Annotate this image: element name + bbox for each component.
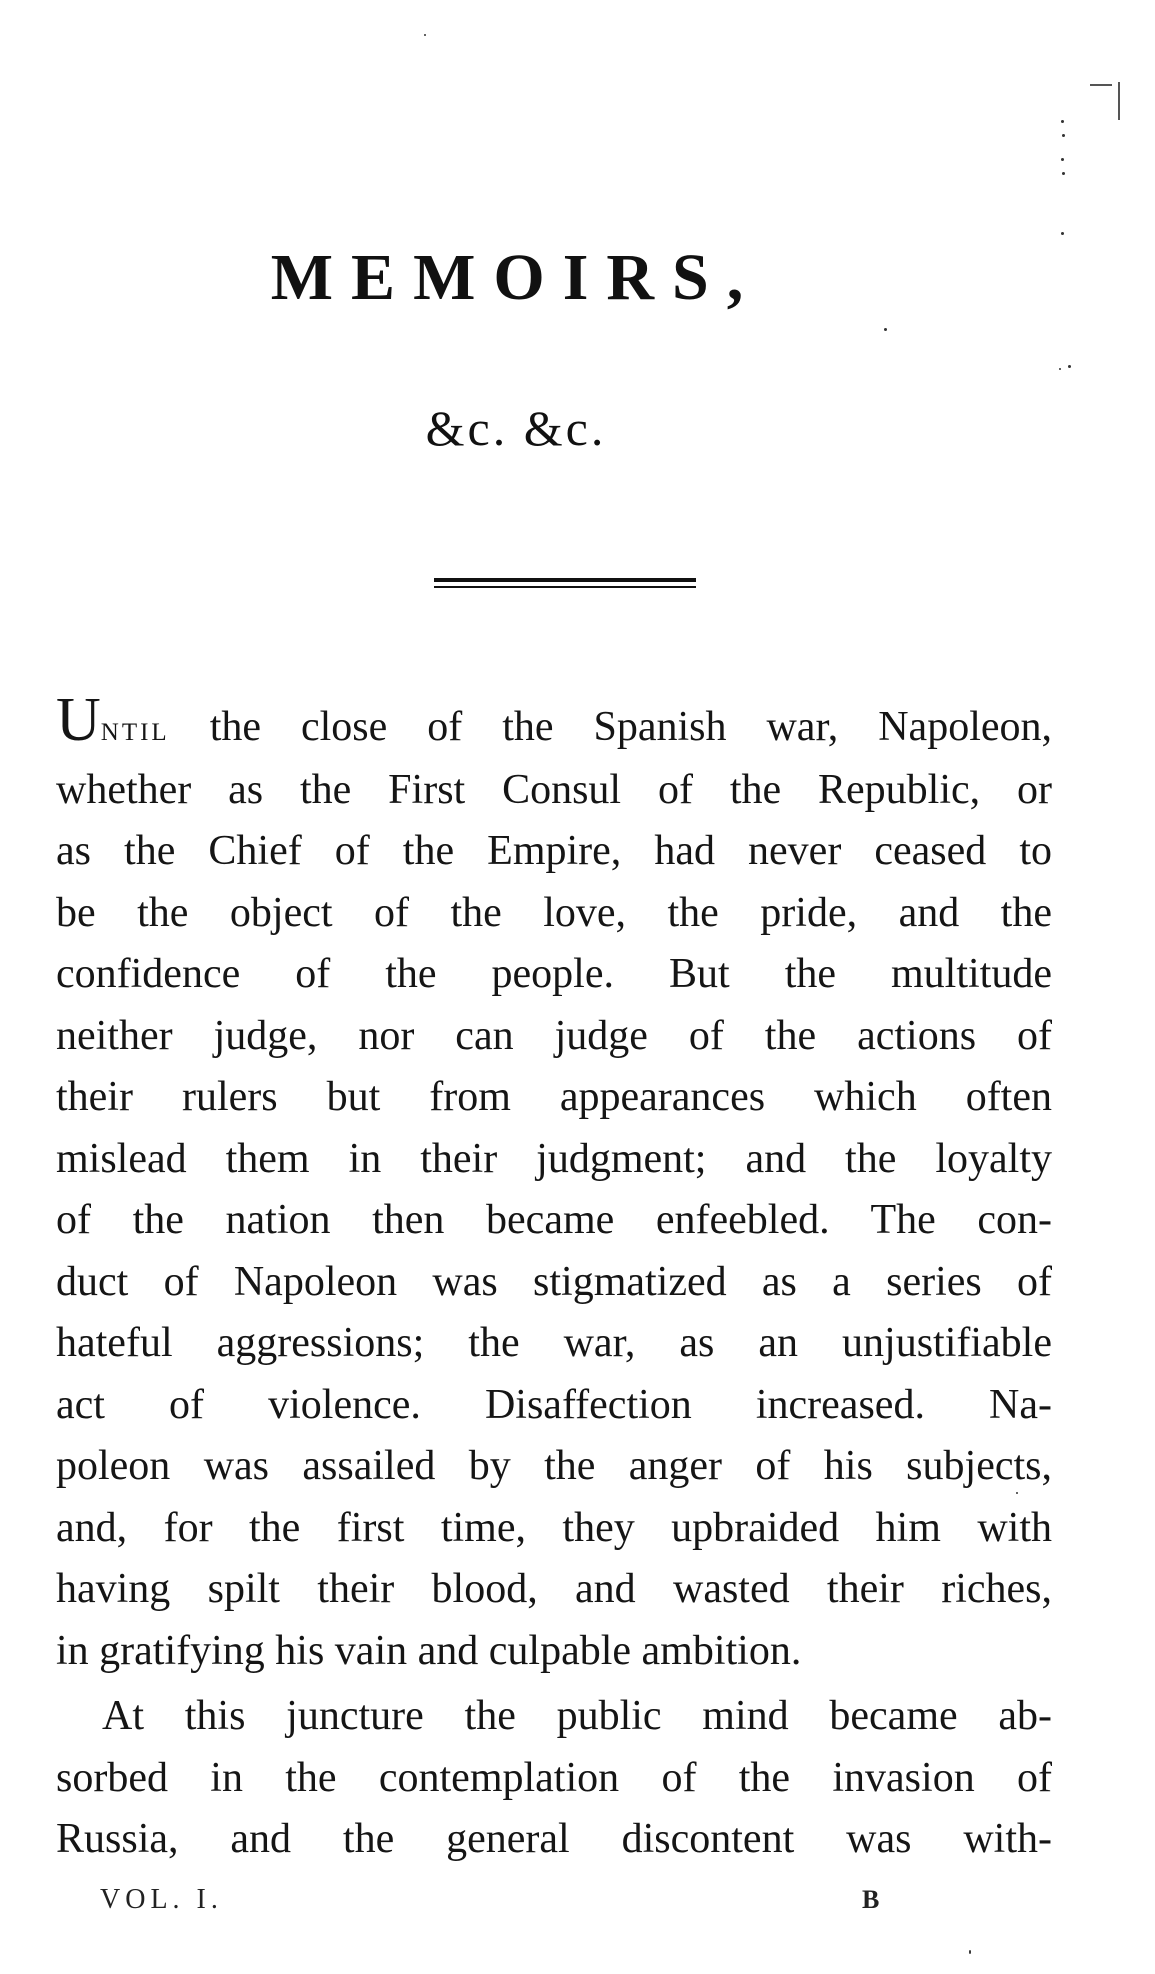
text-line: as the Chief of the Empire, had never ceased to: [56, 828, 1052, 874]
page-subtitle: &c. &c.: [425, 400, 607, 456]
text-line: having spilt their blood, and wasted their riches,: [56, 1566, 1052, 1612]
scan-speck: [884, 328, 887, 331]
text-line: At this juncture the public mind became ab-: [102, 1693, 1052, 1739]
scan-speck: [1059, 368, 1061, 370]
text-line: confidence of the people. But the multitude: [56, 951, 1052, 997]
signature-mark: B: [862, 1885, 880, 1914]
scan-speck: [1016, 1492, 1018, 1494]
scan-speck: [1062, 172, 1065, 175]
opening-small-caps: ntil: [100, 708, 170, 748]
text-line: poleon was assailed by the anger of his subjects,: [56, 1443, 1052, 1489]
text-line: whether as the First Consul of the Republic, or: [56, 766, 1052, 813]
text-line: hateful aggressions; the war, as an unjustifiable: [56, 1320, 1052, 1366]
divider-thick-line: [434, 578, 696, 582]
volume-number: VOL. I.: [100, 1884, 223, 1915]
scan-speck: [1061, 120, 1064, 123]
text-line: of the nation then became enfeebled. The con-: [56, 1197, 1052, 1243]
text-line: the close of the Spanish war, Napoleon,: [209, 704, 1053, 750]
scan-speck: [1068, 365, 1071, 368]
text-line: act of violence. Disaffection increased. Na-: [56, 1381, 1052, 1428]
body-text: [56, 686, 1053, 1871]
page-title: MEMOIRS,: [270, 241, 762, 314]
text-line: and, for the first time, they upbraided him with: [56, 1504, 1052, 1551]
paragraph-1-line-1: [56, 686, 1053, 760]
scan-speck: [1061, 232, 1064, 235]
text-line: neither judge, nor can judge of the actions of: [56, 1012, 1052, 1059]
scan-speck: [969, 1950, 971, 1954]
paragraph-1: [56, 686, 1053, 1682]
text-line: their rulers but from appearances which often: [56, 1074, 1052, 1120]
text-line: sorbed in the contemplation of the invasion of: [56, 1754, 1052, 1801]
scan-mark: [1118, 82, 1120, 120]
paragraph-2: [56, 1686, 1052, 1871]
text-line: duct of Napoleon was stigmatized as a series of: [56, 1258, 1052, 1305]
scan-speck: [1062, 134, 1065, 137]
text-line: in gratifying his vain and culpable ambition.: [56, 1627, 802, 1674]
drop-cap: U: [56, 686, 101, 754]
text-line: Russia, and the general discontent was with-: [56, 1816, 1052, 1862]
text-line: be the object of the love, the pride, and the: [56, 889, 1052, 936]
text-line: mislead them in their judgment; and the loyalty: [56, 1135, 1052, 1182]
scan-mark: [1090, 84, 1112, 86]
scan-speck: [1061, 158, 1064, 161]
section-divider: [434, 578, 696, 590]
scan-speck: [424, 34, 426, 36]
divider-thin-line: [434, 586, 696, 588]
